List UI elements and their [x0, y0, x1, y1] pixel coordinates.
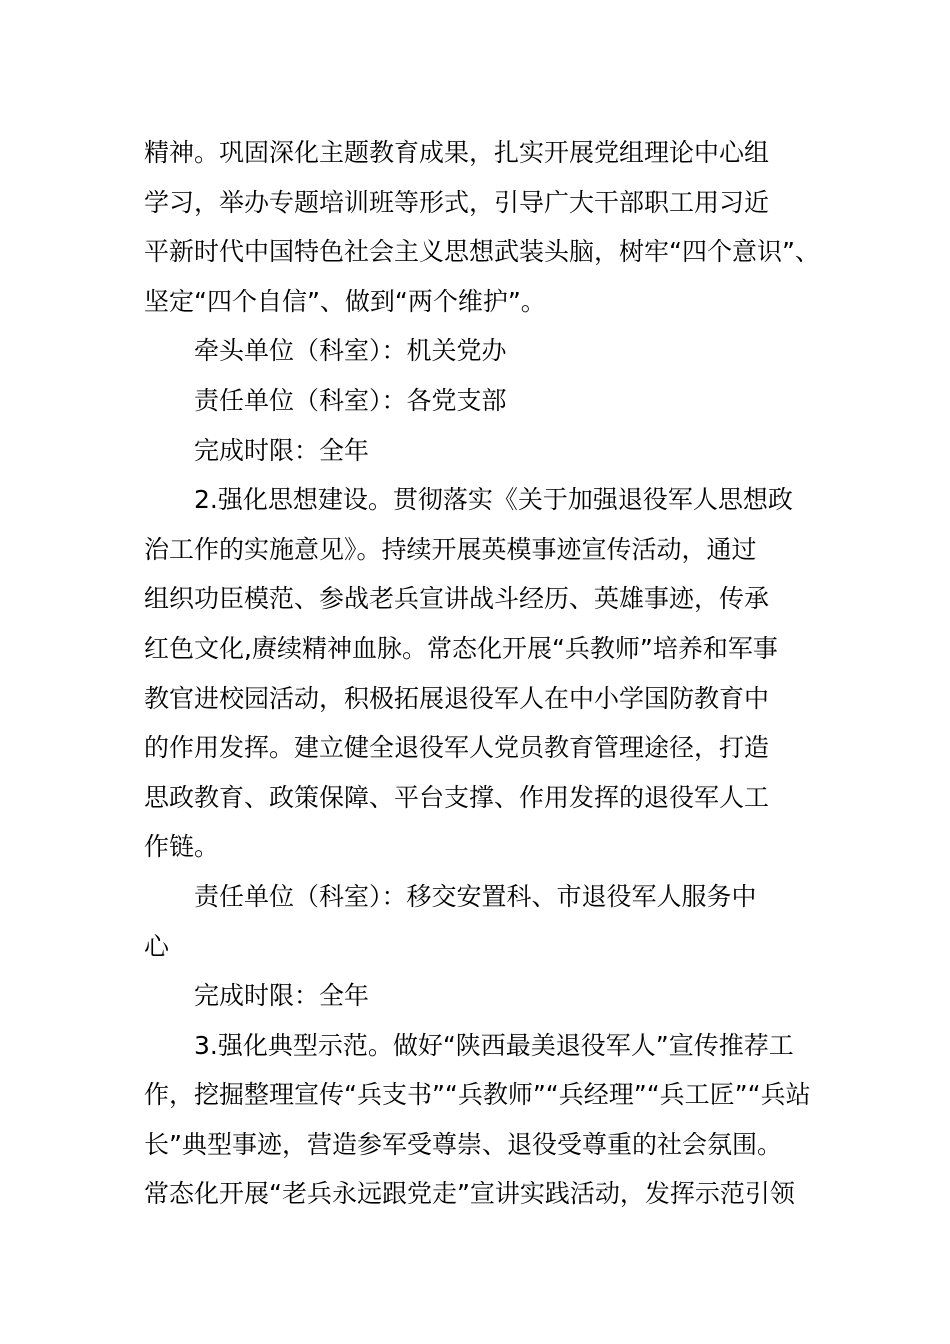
text-line: 平新时代中国特色社会主义思想武装头脑，树牢“四个意识”、 [144, 237, 820, 267]
document-page [144, 128, 820, 1219]
text-line: 精神。巩固深化主题教育成果，扎实开展党组理论中心组 [144, 138, 770, 167]
text-line: 作链。 [144, 832, 220, 862]
text-line: 思政教育、政策保障、平台支撑、作用发挥的退役军人工 [144, 782, 770, 812]
lead-unit-line: 牵头单位（科室）：机关党办 [194, 336, 507, 366]
text-line: 常态化开展“老兵永远跟党走”宣讲实践活动，发挥示范引领 [144, 1179, 795, 1209]
text-line: 治工作的实施意见》。持续开展英模事迹宣传活动，通过 [144, 534, 757, 564]
deadline-line: 完成时限：全年 [194, 981, 370, 1011]
text-line: 心 [144, 931, 170, 961]
text-line: 组织功臣模范、参战老兵宣讲战斗经历、英雄事迹，传承 [144, 584, 770, 614]
section-heading-3: 3.强化典型示范。做好“陕西最美退役军人”宣传推荐工 [194, 1030, 794, 1060]
responsible-unit-line: 责任单位（科室）：各党支部 [194, 385, 507, 415]
responsible-unit-line: 责任单位（科室）：移交安置科、市退役军人服务中 [194, 881, 757, 911]
text-line: 的作用发挥。建立健全退役军人党员教育管理途径，打造 [144, 733, 770, 763]
text-line: 学习，举办专题培训班等形式，引导广大干部职工用习近 [144, 187, 770, 217]
text-line: 教官进校园活动，积极拓展退役军人在中小学国防教育中 [144, 683, 770, 713]
text-line: 作，挖掘整理宣传“兵支书”“兵教师”“兵经理”“兵工匠”“兵站 [144, 1080, 811, 1110]
section-heading-2: 2.强化思想建设。贯彻落实《关于加强退役军人思想政 [194, 485, 793, 515]
text-line: 红色文化,赓续精神血脉。常态化开展“兵教师”培养和军事 [144, 633, 778, 663]
deadline-line: 完成时限：全年 [194, 435, 370, 465]
text-line: 坚定“四个自信”、做到“两个维护”。 [144, 286, 546, 316]
text-line: 长”典型事迹，营造参军受尊崇、退役受尊重的社会氛围。 [144, 1129, 782, 1159]
